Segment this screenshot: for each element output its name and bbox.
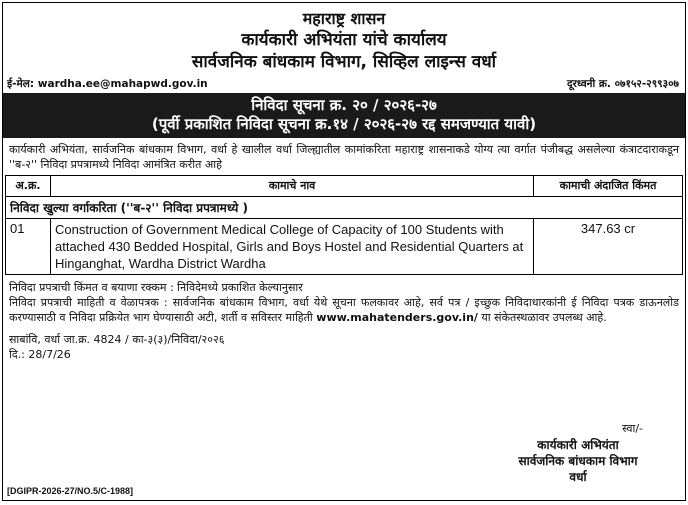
signatory-place: वर्धा	[569, 470, 587, 484]
contact-row	[3, 73, 685, 93]
header-work-name: कामाचे नाव	[51, 176, 534, 197]
tender-info-text: निविदा प्रपत्राची माहिती व वेळापत्रक : सार्वजनिक बांधकाम विभाग, वर्धा येथे सूचना फलकावर आहे, सर्व पत्र / इच्छुक निविदाधारकांनी ई निविदा पत्रक डाऊनलोड करण्यासाठी व निविदा प्रक्रियेत भाग घेण्यासाठी अटी, शर्ती व सविस्तर माहिती	[9, 296, 679, 324]
notice-number-banner	[3, 93, 685, 138]
notice-body	[3, 280, 685, 362]
category-label: निविदा खुल्या वर्गाकरिता (''ब-२'' निविदा प्रपत्रामध्ये )	[6, 197, 683, 219]
dgipr-code: [DGIPR-2026-27/NO.5/C-1988]	[7, 486, 134, 496]
category-row	[6, 197, 683, 219]
row-sn: 01	[6, 219, 51, 275]
phone-label: दूरध्वनी क्र.	[567, 78, 611, 90]
signatory-department: सार्वजनिक बांधकाम विभाग	[518, 454, 638, 468]
reference-number: साबांवि, वर्धा जा.क्र. 4824 / का-३(३)/निविदा/२०२६	[9, 333, 225, 346]
header-estimated-cost: कामाची अंदाजित किंमत	[534, 176, 683, 197]
phone-number: ०७१५२-२९९३०७	[614, 78, 679, 90]
row-work-name: Construction of Government Medical College of Capacity of 100 Students with attached 430 Bedded Hospital, Girls and Boys Hostel and Residential Quarters at Hinganghat, Wardha District Wardha	[51, 219, 534, 275]
department-title: सार्वजनिक बांधकाम विभाग, सिव्हिल लाइन्स वर्धा	[191, 52, 497, 72]
signature-block	[483, 421, 673, 485]
cancellation-note: (पूर्वी प्रकाशित निविदा सूचना क्र.१४ / २०२६-२७ रद्द समजण्यात यावी)	[151, 115, 537, 133]
email-address: wardha.ee@mahapwd.gov.in	[37, 78, 208, 90]
office-title: कार्यकारी अभियंता यांचे कार्यालय	[241, 30, 447, 50]
government-title: महाराष्ट्र शासन	[302, 9, 386, 28]
table-header-row	[6, 176, 683, 197]
notice-number: निविदा सूचना क्र. २० / २०२६-२७	[251, 96, 437, 114]
signatory-title: कार्यकारी अभियंता	[537, 438, 619, 452]
website-suffix: या संकेतस्थळावर उपलब्ध आहे.	[477, 311, 607, 324]
row-cost: 347.63 cr	[534, 219, 683, 275]
email-label: ई-मेल:	[7, 78, 35, 90]
issue-date: दि.: 28/7/26	[9, 348, 71, 361]
tender-notice	[2, 2, 686, 501]
tender-fee-paragraph: निविदा प्रपत्राची किंमत व बयाणा रक्कम : निविदेमध्ये प्रकाशित केल्यानुसार	[9, 281, 303, 294]
website-link[interactable]: www.mahatenders.gov.in/	[316, 311, 478, 324]
works-table	[5, 175, 683, 275]
table-row	[6, 219, 683, 275]
tender-info-paragraph	[9, 295, 679, 325]
email-info	[7, 77, 208, 91]
intro-paragraph: कार्यकारी अभियंता, सार्वजनिक बांधकाम विभाग, वर्धा हे खालील वर्धा जिल्ह्यातील कामांकरिता महाराष्ट्र शासनाकडे योग्य त्या वर्गात पंजीबद्ध असलेल्या कंत्राटदाराकडून ''ब-२'' निविदा प्रपत्रामध्ये निविदा आमंत्रित करीत आहे	[9, 143, 679, 171]
signed-mark: स्वा/-	[622, 422, 643, 435]
header-sn: अ.क्र.	[6, 176, 51, 197]
phone-info	[567, 77, 679, 91]
